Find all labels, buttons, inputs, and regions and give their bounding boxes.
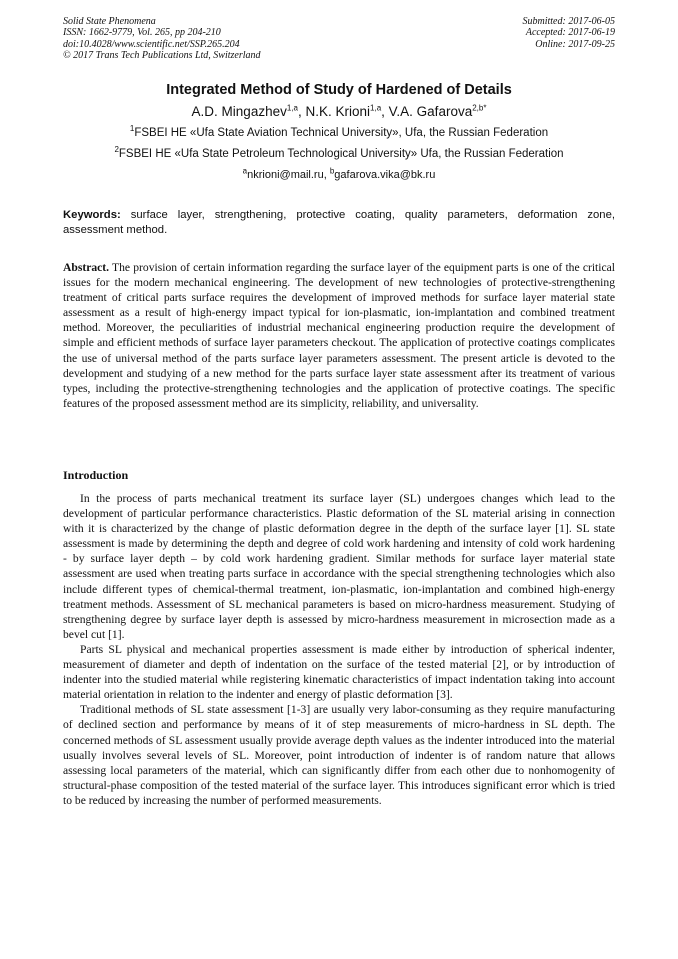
journal-doi[interactable]: doi:10.4028/www.scientific.net/SSP.265.204 [63,38,240,50]
online-date: Online: 2017-09-25 [535,38,615,50]
author-emails: $^a$nkrioni@mail.ru, $^b$gafarova.vika@bk.ru [242,166,436,181]
paper-title: Integrated Method of Study of Hardened of Details [166,82,512,98]
journal-issn: ISSN: 1662-9779, Vol. 265, pp 204-210 [63,27,221,39]
journal-name: Solid State Phenomena [63,16,156,27]
email-link[interactable]: gafarova.vika@bk.ru [334,169,436,181]
introduction-body [63,491,615,808]
journal-copyright: © 2017 Trans Tech Publications Ltd, Switzerland [63,50,261,62]
abstract-label: Abstract. [63,261,110,274]
paragraph: Parts SL physical and mechanical properties assessment is made either by introduction of spherical indenter, measurement of diameter and depth of indentation on the surface of the tested material [2], or by introduction of indenter into the studied material while registering kinematic characteristics of impact indentation taking into account material orientation in relation to the indenter and energy of plastic deformation [3]. [63,642,615,702]
email-link[interactable]: nkrioni@mail.ru, [247,169,330,181]
keywords-label: Keywords: [63,209,121,221]
title-block [40,80,638,185]
paragraph: In the process of parts mechanical treatment its surface layer (SL) undergoes changes which lead to the development of particular performance characteristics. Plastic deformation of the SL material arising in connection with it is characterized by the change of plastic deformation degree in the depth of the surface layer [1]. SL state assessment is made by determining the depth and degree of cold work hardening and intensity of cold work hardening - by surface layer depth – by cold work hardening gradient. Similar methods for surface layer material state assessment are used when treating parts surface in accordance with the special strengthening technologies which also include different types of chemical-thermal treatment, ion-plasmatic, ion-implantation and combined high-energy treatment methods. Assessment of SL mechanical parameters is based on micro-hardness measurement. Studying of strengthening degree by surface layer depth is assessed by micro-hardness measurement in microsection made as a bevel cut [1]. [63,492,615,641]
section-heading-introduction: Introduction [63,468,129,482]
keywords-text: surface layer, strengthening, protective coating, quality parameters, deformation zone, assessment method. [63,209,615,236]
affiliation: $^2$FSBEI HE «Ufa State Petroleum Technological University» Ufa, the Russian Federation [114,145,564,160]
keywords [63,208,615,237]
publication-dates [523,16,616,62]
author: V.A. Gafarova$^{2,b*}$ [388,103,487,119]
author-list [40,101,638,123]
abstract [63,260,615,411]
author: A.D. Mingazhev$^{1,a}$, [191,103,306,119]
paragraph: Traditional methods of SL state assessment [1-3] are usually very labor-consuming as they require manufacturing of declined section and performance by means of it of step measurements of micro-hardness in SL depth. The concerned methods of SL assessment usually provide average depth values as the indenter introduced into the material usually involves several levels of SL. Moreover, point introduction of indenter is of random nature that allows assessing local parameters of the material, which can significantly differ from each other due to nonhomogenity of structural-phase composition of the tested material of the surface layer. This introduces significant error which is tried to be reduced by increasing the number of performed measurements. [63,703,615,807]
abstract-text: The provision of certain information regarding the surface layer of the equipment parts is one of the critical issues for the modern mechanical engineering. The development of new technologies of protective-strengthening treatment of critical parts surface requires the development of improved methods for surface layer material state assessment as a result of high-energy impact typical for ion-plasmatic, ion-implantation and combined treatment method. Moreover, the peculiarities of industrial mechanical engineering production require the development of simple and efficient methods of surface layer parameters checkout. The application of protective coatings complicates the use of universal method of the parts surface layer parameters assessment. The present article is devoted to the development and studying of a new method for the parts surface layer state assessment after its treatment of various types, including the protective-strengthening technologies and the application of protective coatings. The specific features of the proposed assessment method are its simplicity, reliability, and universality. [63,261,615,410]
journal-header [63,16,615,62]
accepted-date: Accepted: 2017-06-19 [525,27,615,39]
affiliation: $^1$FSBEI HE «Ufa State Aviation Technical University», Ufa, the Russian Federation [129,124,549,139]
submitted-date: Submitted: 2017-06-05 [522,16,615,27]
journal-info [63,16,261,62]
author: N.K. Krioni$^{1,a}$, [305,103,389,119]
